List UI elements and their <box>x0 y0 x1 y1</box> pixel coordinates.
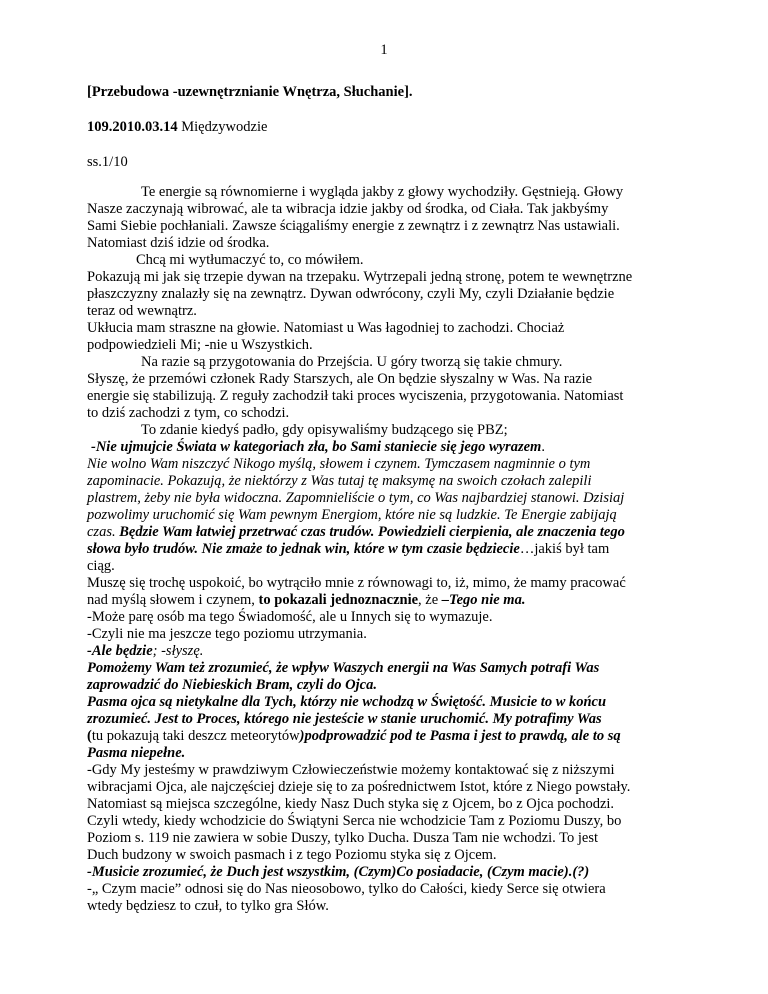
italic-line: Nie wolno Wam niszczyć Nikogo myślą, słowem i czynem. Tymczasem nagminnie o tym <box>87 456 591 472</box>
text-line: Ukłucia mam straszne na głowie. Natomiast u Was łagodniej to zachodzi. Chociaż <box>87 320 565 336</box>
text-line: Czyli wtedy, kiedy wchodzicie do Świątyni Serca nie wchodzicie Tam z Poziomu Duszy, bo <box>87 813 622 829</box>
text-span: tu pokazują taki deszcz meteorytów <box>91 728 300 744</box>
text-line: Te energie są równomierne i wygląda jakby z głowy wychodziły. Gęstnieją. Głowy <box>141 184 624 200</box>
transcript-body <box>87 184 707 915</box>
page-number: 1 <box>380 42 388 58</box>
bold-italic-span: -Ale będzie <box>87 643 153 659</box>
text-span: nad myślą słowem i czynem, <box>87 592 259 608</box>
text-line: energie się stabilizują. Z reguły zachodził taki proces wyciszenia, przygotowania. Natomiast <box>87 388 624 404</box>
bold-italic-line: zaprowadzić do Niebieskich Bram, czyli do Ojca. <box>87 677 377 693</box>
bold-span: ( <box>87 728 92 744</box>
text-line: Chcą mi wytłumaczyć to, co mówiłem. <box>136 252 364 268</box>
text-line: wibracjami Ojca, ale najczęściej dzieje się to za pośrednictwem Istot, które z Niego powstały. <box>87 779 631 795</box>
text-line: Sami Siebie pochłaniali. Zawsze ściągaliśmy energie z zewnątrz i z zewnątrz Nas ustawiali. <box>87 218 620 234</box>
italic-line: plastrem, żeby nie była widoczna. Zapomnieliście o tym, co Was najbardziej stanowi. Dzisiaj <box>87 490 625 506</box>
text-line: Słyszę, że przemówi członek Rady Starszych, ale On będzie słyszalny w Was. Na razie <box>87 371 593 387</box>
bold-italic-span: )podprowadzić pod te Pasma i jest to prawdą, ale to są <box>299 728 621 744</box>
document-title: [Przebudowa -uzewnętrznianie Wnętrza, Słuchanie]. <box>87 84 413 100</box>
text-line: teraz od wewnątrz. <box>87 303 197 319</box>
italic-line: pozwolimy uruchomić się Wam pewnym Energiom, które nie są ludzkie. Te Energie zabijają <box>87 507 617 523</box>
text-span: , że <box>418 592 442 608</box>
text-line: To zdanie kiedyś padło, gdy opisywaliśmy budzącego się PBZ; <box>141 422 508 438</box>
bold-italic-span: –Tego nie ma. <box>441 592 526 608</box>
bold-italic-line: -Musicie zrozumieć, że Duch jest wszystkim, (Czym)Co posiadacie, (Czym macie).(?) <box>87 864 590 880</box>
text-line: Natomiast są miejsca szczególne, kiedy Nasz Duch styka się z Ojcem, bo z Ojca pochodzi. <box>87 796 615 812</box>
text-line: Duch budzony w swoich pasmach i z tego Poziomu styka się z Ojcem. <box>87 847 497 863</box>
italic-line: zapominacie. Pokazują, że niektórzy z Was tutaj tę maksymę na swoich czołach zalepili <box>87 473 592 489</box>
session-header <box>87 119 707 136</box>
text-line: Muszę się trochę uspokoić, bo wytrąciło mnie z równowagi to, iż, mimo, że mamy pracować <box>87 575 626 591</box>
text-line: -Może parę osób ma tego Świadomość, ale u Innych się to wymazuje. <box>87 609 493 625</box>
bold-italic-line: zrozumieć. Jest to Proces, którego nie jesteście w stanie uruchomić. My potrafimy Was <box>87 711 602 727</box>
text-line: to dziś zachodzi z tym, co schodzi. <box>87 405 290 421</box>
bold-italic-span: Będzie Wam łatwiej przetrwać czas trudów. Powiedzieli cierpienia, ale znaczenia tego <box>119 524 625 540</box>
text-line: płaszczyzny znalazły się na zewnątrz. Dywan odwrócony, czyli My, czyli Działanie będzie <box>87 286 615 302</box>
bold-italic-span: słowa było trudów. Nie zmaże to jednak win, które w tym czasie będziecie <box>87 541 520 557</box>
text-line: Poziom s. 119 nie zawiera w sobie Duszy, tylko Ducha. Dusza Tam nie wchodzi. To jest <box>87 830 598 846</box>
text-line: Natomiast dziś idzie od środka. <box>87 235 270 251</box>
text-line: Nasze zaczynają wibrować, ale ta wibracja idzie jakby od środka, od Ciała. Tak jakbyśmy <box>87 201 609 217</box>
text-line: -Czyli nie ma jeszcze tego poziomu utrzymania. <box>87 626 367 642</box>
bold-italic-line: Pasma niepełne. <box>87 745 186 761</box>
session-place: Międzywodzie <box>181 119 268 135</box>
text-line: Na razie są przygotowania do Przejścia. U góry tworzą się takie chmury. <box>141 354 563 370</box>
text-line: wtedy będziesz to czuł, to tylko gra Słów. <box>87 898 329 914</box>
text-line: -„ Czym macie” odnosi się do Nas nieosobowo, tylko do Całości, kiedy Serce się otwiera <box>87 881 606 897</box>
text-line: Pokazują mi jak się trzepie dywan na trzepaku. Wytrzepali jedną stronę, potem te wewnętrzne <box>87 269 633 285</box>
bold-italic-line: Pasma ojca są nietykalne dla Tych, którzy nie wchodzą w Świętość. Musicie to w końcu <box>87 694 607 710</box>
bold-italic-line: Pomożemy Wam też zrozumieć, że wpływ Waszych energii na Was Samych potrafi Was <box>87 660 600 676</box>
session-ss: ss.1/10 <box>87 154 128 170</box>
text-line: -Gdy My jesteśmy w prawdziwym Człowieczeństwie możemy kontaktować się z niższymi <box>87 762 615 778</box>
text-span: …jakiś był tam <box>519 541 610 557</box>
text-line <box>87 439 707 456</box>
text-span: . <box>541 439 545 455</box>
italic-span: czas. <box>87 524 120 540</box>
text-line: podpowiedzieli Mi; -nie u Wszystkich. <box>87 337 313 353</box>
italic-span: ; -słyszę. <box>152 643 204 659</box>
bold-span: to pokazali jednoznacznie <box>258 592 419 608</box>
session-id: 109.2010.03.14 <box>87 119 178 135</box>
text-line: ciąg. <box>87 558 115 574</box>
quote-text: -Nie ujmujcie Świata w kategoriach zła, bo Sami staniecie się jego wyrazem <box>91 439 542 455</box>
